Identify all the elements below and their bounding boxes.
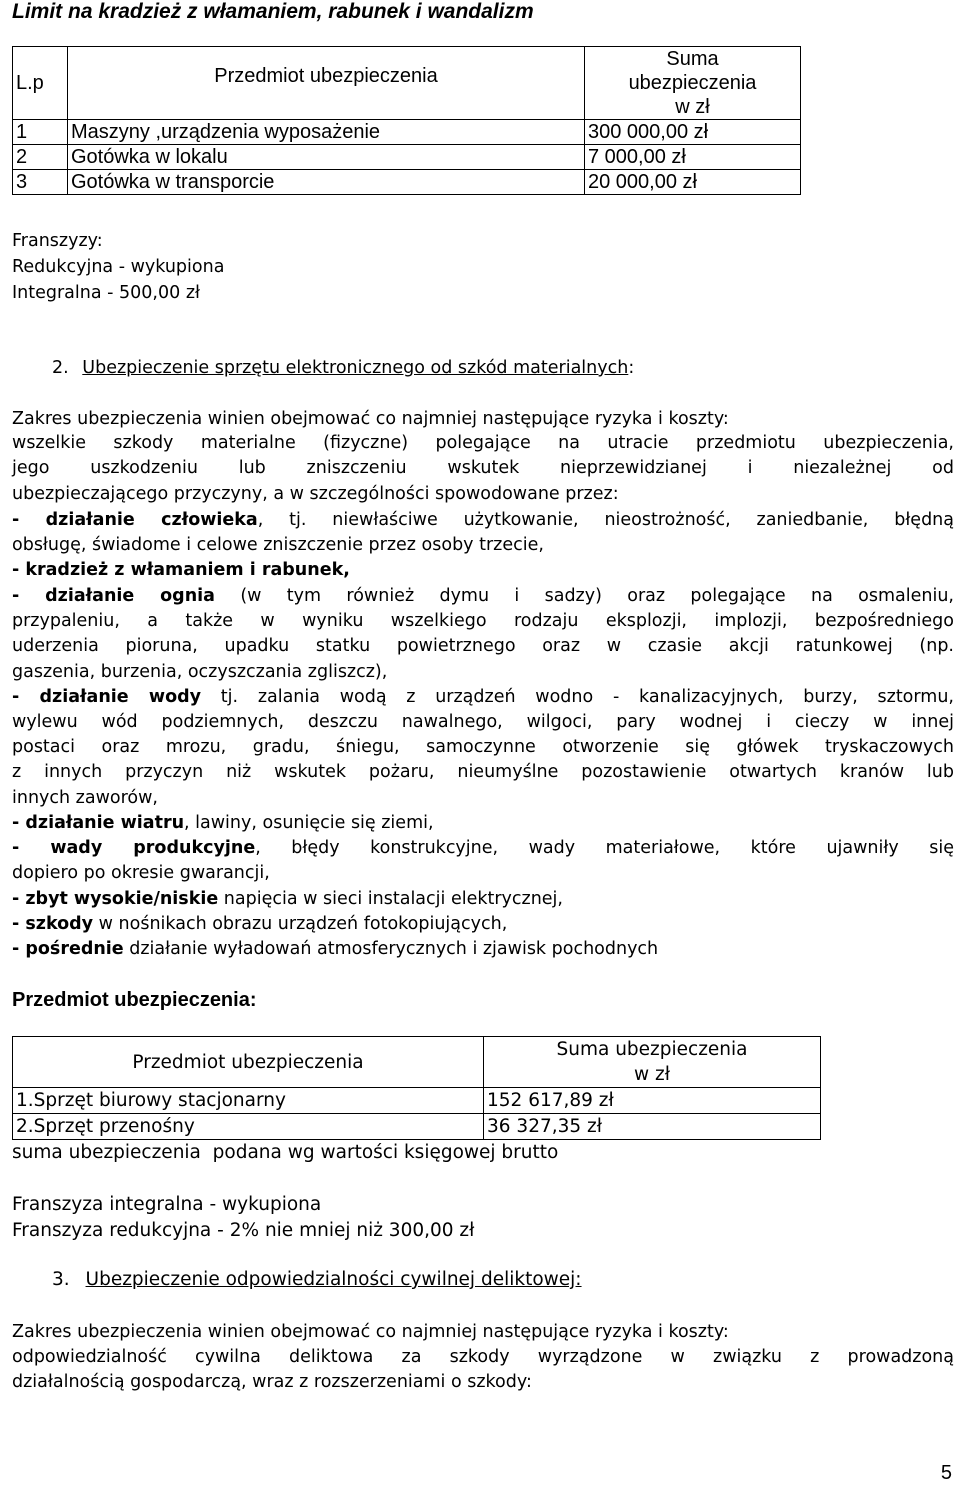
table-header-row xyxy=(13,1037,821,1088)
paragraph-line: gaszenia, burzenia, oczyszczania zgliszcz), xyxy=(12,662,388,682)
bullet-bold: - działanie ognia xyxy=(12,586,215,606)
franchise-line: Franszyza redukcyjna - 2% nie mniej niż 300,00 zł xyxy=(12,1220,475,1241)
franchise-line: Redukcyjna - wykupiona xyxy=(12,257,225,277)
cell-sum: 36 327,35 zł xyxy=(484,1114,821,1140)
header-sum-line3: w zł xyxy=(675,96,710,118)
table-row xyxy=(13,120,801,145)
bullet-text: napięcia w sieci instalacji elektrycznej, xyxy=(218,889,563,909)
table-note: suma ubezpieczenia podana wg wartości księgowej brutto xyxy=(12,1142,559,1163)
bullet-text: (w tym również dymu i sadzy) oraz polegające na osmaleniu, xyxy=(240,586,954,606)
header-sum xyxy=(484,1037,821,1088)
paragraph-line: ubezpieczającego przyczyny, a w szczególności spowodowane przez: xyxy=(12,484,619,504)
theft-limit-table xyxy=(12,46,801,195)
paragraph-line: obsługę, świadome i celowe zniszczenie przez osoby trzecie, xyxy=(12,535,544,555)
bullet-bold: - szkody xyxy=(12,914,94,934)
header-sum-line1: Suma xyxy=(666,48,719,70)
bullet-voltage xyxy=(12,886,563,912)
section-number: 3. xyxy=(52,1269,70,1290)
header-lp: L.p xyxy=(13,47,68,120)
cell-subject: Gotówka w transporcie xyxy=(68,170,585,195)
bullet-text: , tj. niewłaściwe użytkowanie, nieostrożność, zaniedbanie, błędną xyxy=(257,510,954,530)
bullet-theft xyxy=(12,557,350,583)
cell-lp: 2 xyxy=(13,145,68,170)
paragraph-line: postaci oraz mrozu, gradu, śniegu, samoczynne otworzenie się główek tryskaczowych xyxy=(12,737,954,757)
bullet-fire xyxy=(12,583,954,609)
bullet-bold: - kradzież z włamaniem i rabunek, xyxy=(12,560,350,580)
cell-subject: 1.Sprzęt biurowy stacjonarny xyxy=(13,1088,484,1114)
bullet-bold: - działanie wiatru xyxy=(12,813,185,833)
paragraph-line: wylewu wód podziemnych, deszczu nawalnego, wilgoci, pary wodnej i cieczy w innej xyxy=(12,712,954,732)
bullet-water xyxy=(12,684,954,710)
bullet-text: tj. zalania wodą z urządzeń wodno - kanalizacyjnych, burzy, sztormu, xyxy=(220,687,954,707)
cell-subject: Gotówka w lokalu xyxy=(68,145,585,170)
bullet-damage xyxy=(12,911,507,937)
section-heading: Limit na kradzież z włamaniem, rabunek i wandalizm xyxy=(12,0,534,23)
page-number: 5 xyxy=(940,1462,952,1484)
bullet-bold: - wady produkcyjne xyxy=(12,838,256,858)
paragraph-line: odpowiedzialność cywilna deliktowa za szkody wyrządzone w związku z prowadzoną xyxy=(12,1347,954,1367)
bullet-defects xyxy=(12,835,954,861)
bullet-text: , błędy konstrukcyjne, wady materiałowe, które ujawniły się xyxy=(255,838,954,858)
bullet-indirect xyxy=(12,936,658,962)
header-sum-line1: Suma ubezpieczenia xyxy=(556,1039,748,1060)
bullet-text: działanie wyładowań atmosferycznych i zjawisk pochodnych xyxy=(123,939,659,959)
cell-sum: 20 000,00 zł xyxy=(585,170,801,195)
section-2-title xyxy=(52,355,634,381)
header-sum-line2: ubezpieczenia xyxy=(628,72,757,94)
table-header-row xyxy=(13,47,801,120)
cell-sum: 300 000,00 zł xyxy=(585,120,801,145)
cell-subject: 2.Sprzęt przenośny xyxy=(13,1114,484,1140)
cell-sum: 152 617,89 zł xyxy=(484,1088,821,1114)
paragraph-line: dopiero po okresie gwarancji, xyxy=(12,863,270,883)
cell-subject: Maszyny ,urządzenia wyposażenie xyxy=(68,120,585,145)
table-row xyxy=(13,145,801,170)
bullet-human-action xyxy=(12,507,954,533)
paragraph-line: z innych przyczyn niż wskutek pożaru, nieumyślne pozostawienie otwartych kranów lub xyxy=(12,762,954,782)
table-row xyxy=(13,1088,821,1114)
header-subject: Przedmiot ubezpieczenia xyxy=(68,47,585,120)
paragraph-line: wszelkie szkody materialne (fizyczne) polegające na utracie przedmiotu ubezpieczenia, xyxy=(12,433,954,453)
section-title: Ubezpieczenie sprzętu elektronicznego od szkód materialnych xyxy=(82,358,629,378)
section-title: Ubezpieczenie odpowiedzialności cywilnej deliktowej: xyxy=(85,1269,582,1290)
header-sum xyxy=(585,47,801,120)
scope-line: Zakres ubezpieczenia winien obejmować co najmniej następujące ryzyka i koszty: xyxy=(12,409,729,429)
bullet-bold: - działanie człowieka xyxy=(12,510,258,530)
bullet-wind xyxy=(12,810,434,836)
table-row xyxy=(13,1114,821,1140)
section-colon: : xyxy=(628,358,635,378)
cell-lp: 1 xyxy=(13,120,68,145)
bullet-bold: - pośrednie xyxy=(12,939,124,959)
bullet-text: , lawiny, osunięcie się ziemi, xyxy=(184,813,434,833)
subject-heading: Przedmiot ubezpieczenia: xyxy=(12,989,257,1011)
header-sum-line2: w zł xyxy=(634,1064,670,1085)
franchise-line: Franszyza integralna - wykupiona xyxy=(12,1194,322,1215)
paragraph-line: przypaleniu, a także w wyniku wszelkiego rodzaju eksplozji, implozji, bezpośredniego xyxy=(12,611,954,631)
franchise-title: Franszyzy: xyxy=(12,231,103,251)
scope-line: Zakres ubezpieczenia winien obejmować co najmniej następujące ryzyka i koszty: xyxy=(12,1322,729,1342)
section-3-title xyxy=(52,1267,582,1293)
cell-lp: 3 xyxy=(13,170,68,195)
paragraph-line: uderzenia pioruna, upadku statku powietrznego oraz w czasie akcji ratunkowej (np. xyxy=(12,636,954,656)
paragraph-line: działalnością gospodarczą, wraz z rozszerzeniami o szkody: xyxy=(12,1372,532,1392)
paragraph-line: jego uszkodzeniu lub zniszczeniu wskutek nieprzewidzianej i niezależnej od xyxy=(12,458,954,478)
table-row xyxy=(13,170,801,195)
bullet-bold: - działanie wody xyxy=(12,687,202,707)
bullet-text: w nośnikach obrazu urządzeń fotokopiujących, xyxy=(93,914,508,934)
section-number: 2. xyxy=(52,358,69,378)
bullet-bold: - zbyt wysokie/niskie xyxy=(12,889,219,909)
franchise-line: Integralna - 500,00 zł xyxy=(12,283,200,303)
cell-sum: 7 000,00 zł xyxy=(585,145,801,170)
header-subject: Przedmiot ubezpieczenia xyxy=(13,1037,484,1088)
paragraph-line: innych zaworów, xyxy=(12,788,158,808)
electronics-table xyxy=(12,1036,821,1140)
